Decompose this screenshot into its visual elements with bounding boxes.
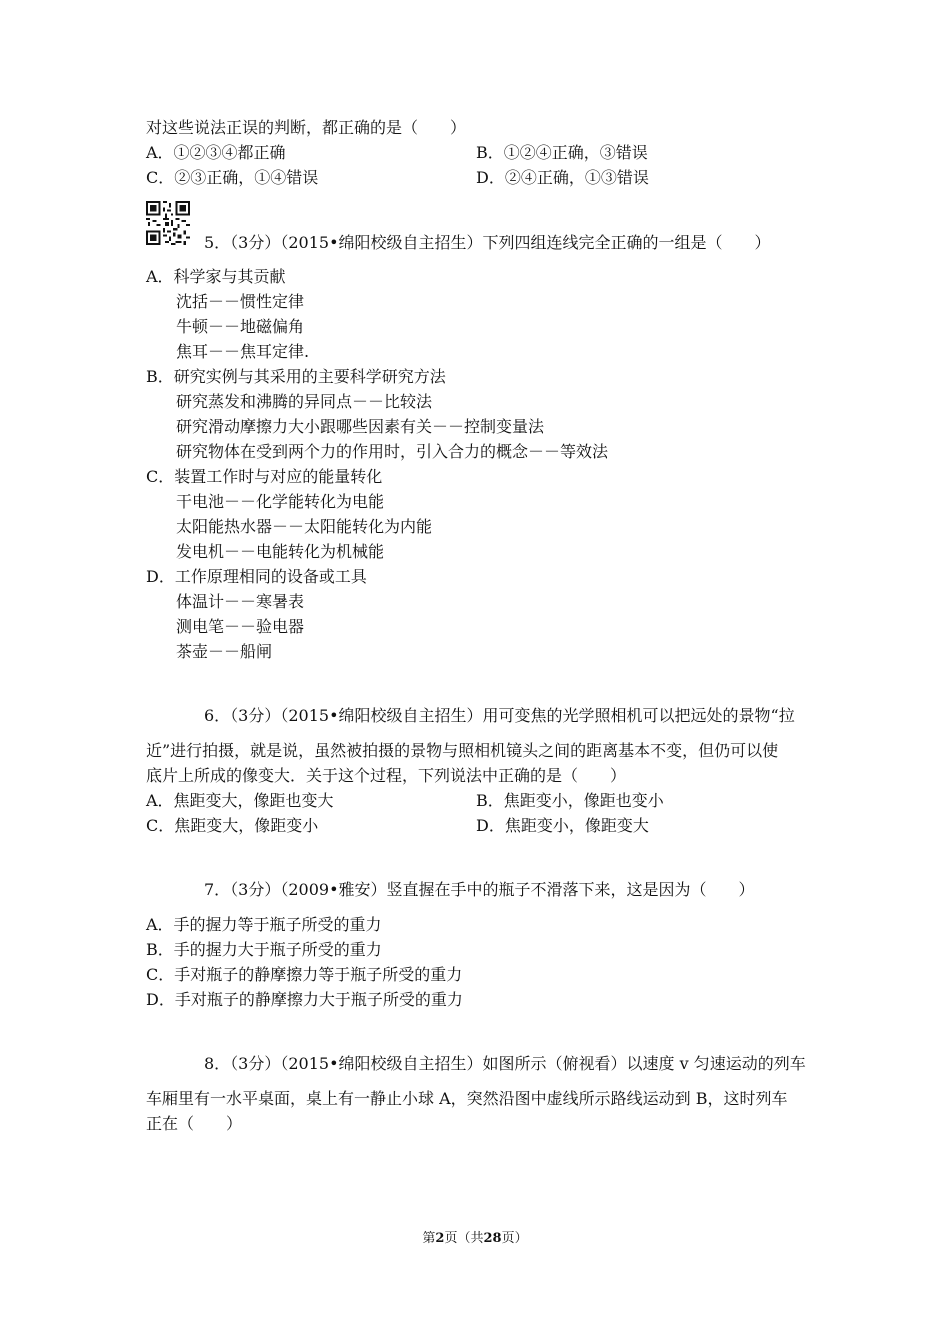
q5-option-c-item: 太阳能热水器－－太阳能转化为内能 [176, 517, 433, 536]
q4-option-d: D．②④正确，①③错误 [476, 168, 649, 187]
q5-option-d-item: 体温计－－寒暑表 [176, 592, 305, 611]
q5-option-c-item: 发电机－－电能转化为机械能 [176, 542, 385, 561]
q6-option-c: C．焦距变大，像距变小 [146, 816, 319, 835]
q5-option-a-item: 沈括－－惯性定律 [176, 292, 305, 311]
q4-stem-tail: 对这些说法正误的判断，都正确的是（ ） [146, 118, 467, 137]
q7-option-d: D．手对瓶子的静摩擦力大于瓶子所受的重力 [146, 990, 463, 1009]
q7-option-b: B．手的握力大于瓶子所受的重力 [146, 940, 382, 959]
footer-suffix: 页） [501, 1231, 528, 1246]
q8-stem-line: 8．（3分）（2015•绵阳校级自主招生）如图所示（俯视看）以速度 v 匀速运动的列车 [204, 1054, 806, 1073]
q5-option-a-item: 焦耳－－焦耳定律. [176, 342, 310, 361]
q6-stem-line: 6．（3分）（2015•绵阳校级自主招生）用可变焦的光学照相机可以把远处的景物“拉 [204, 706, 795, 725]
q5-option-b-item: 研究滑动摩擦力大小跟哪些因素有关－－控制变量法 [176, 417, 545, 436]
q4-option-b: B．①②④正确，③错误 [476, 143, 648, 162]
q4-option-c: C．②③正确，①④错误 [146, 168, 319, 187]
page-footer [0, 1230, 950, 1248]
q6-option-d: D．焦距变小，像距变大 [476, 816, 649, 835]
footer-prefix: 第 [422, 1231, 436, 1246]
q5-option-b-item: 研究蒸发和沸腾的异同点－－比较法 [176, 392, 433, 411]
qr-code-icon [146, 201, 190, 245]
q5-option-d-item: 茶壶－－船闸 [176, 642, 273, 661]
footer-middle: 页（共 [444, 1231, 484, 1246]
q5-option-d-item: 测电笔－－验电器 [176, 617, 305, 636]
q6-option-b: B．焦距变小，像距也变小 [476, 791, 664, 810]
q5-option-c-item: 干电池－－化学能转化为电能 [176, 492, 385, 511]
q5-option-c-head: C．装置工作时与对应的能量转化 [146, 467, 383, 486]
q6-stem-line: 近”进行拍摄，就是说，虽然被拍摄的景物与照相机镜头之间的距离基本不变，但仍可以使 [146, 741, 779, 760]
q6-stem-line: 底片上所成的像变大．关于这个过程，下列说法中正确的是（ ） [146, 766, 627, 785]
q7-option-c: C．手对瓶子的静摩擦力等于瓶子所受的重力 [146, 965, 463, 984]
q5-option-a-head: A．科学家与其贡献 [146, 267, 286, 286]
q5-option-a-item: 牛顿－－地磁偏角 [176, 317, 305, 336]
q8-stem-line: 车厢里有一水平桌面，桌上有一静止小球 A，突然沿图中虚线所示路线运动到 B，这时列车 [146, 1089, 788, 1108]
q5-option-d-head: D．工作原理相同的设备或工具 [146, 567, 367, 586]
q4-option-a: A．①②③④都正确 [146, 143, 286, 162]
q7-stem: 7．（3分）（2009•雅安）竖直握在手中的瓶子不滑落下来，这是因为（ ） [204, 880, 755, 899]
footer-total-pages: 28 [483, 1231, 502, 1246]
q7-option-a: A．手的握力等于瓶子所受的重力 [146, 915, 382, 934]
footer-page-number: 2 [435, 1231, 445, 1246]
q5-option-b-head: B．研究实例与其采用的主要科学研究方法 [146, 367, 446, 386]
q6-option-a: A．焦距变大，像距也变大 [146, 791, 334, 810]
q5-stem: 5．（3分）（2015•绵阳校级自主招生）下列四组连线完全正确的一组是（ ） [204, 233, 771, 252]
q8-stem-line: 正在（ ） [146, 1114, 243, 1133]
q5-option-b-item: 研究物体在受到两个力的作用时，引入合力的概念－－等效法 [176, 442, 609, 461]
